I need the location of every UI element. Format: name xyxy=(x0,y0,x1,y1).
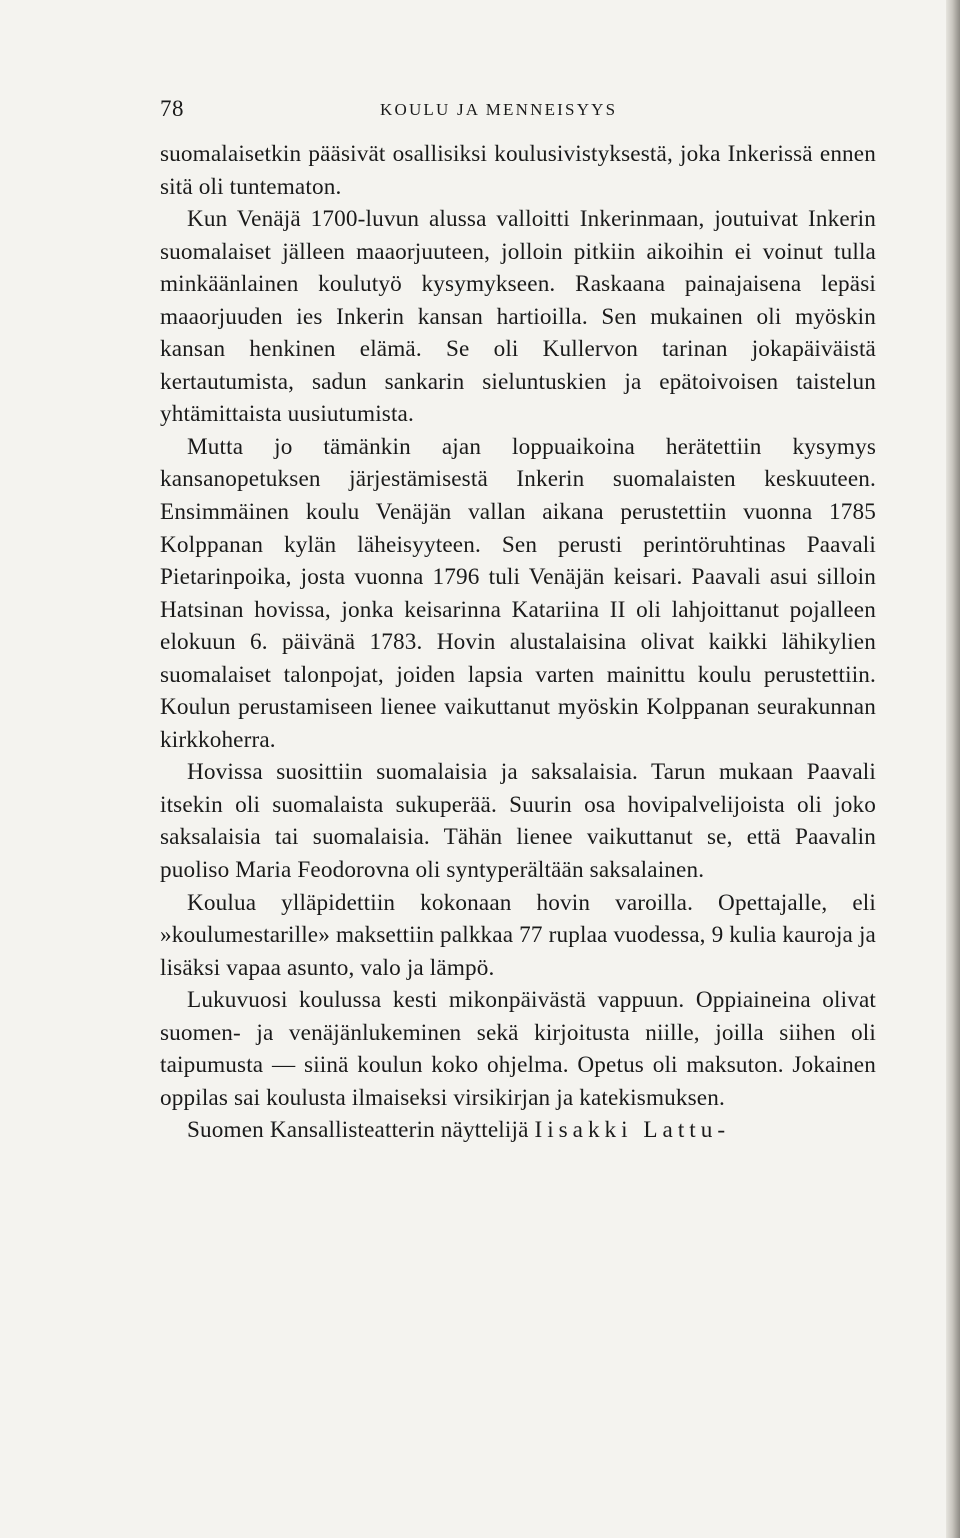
running-title: KOULU JA MENNEISYYS xyxy=(380,100,618,119)
paragraph-6: Lukuvuosi koulussa kesti mikonpäivästä vappuun. Oppiaineina olivat suomen- ja venäjänlukeminen sekä kirjoitusta niille, joilla siihen oli taipumusta — siinä koulun koko ohjelma. Opetus oli maksuton. Jokainen oppilas sai koulusta ilmaiseksi virsikirjan ja katekismuksen. xyxy=(160,987,876,1111)
page-number: 78 xyxy=(160,96,184,121)
body-text xyxy=(160,138,876,1147)
paragraph-5: Koulua ylläpidettiin kokonaan hovin varoilla. Opettajalle, eli »koulumestarille» maksettiin palkkaa 77 ruplaa vuodessa, 9 kulia kauroja ja lisäksi vapaa asunto, valo ja lämpö. xyxy=(160,889,876,981)
paragraph-3: Mutta jo tämänkin ajan loppuaikoina herätettiin kysymys kansanopetuksen järjestämisestä Inkerin suomalaisten keskuuteen. Ensimmäinen koulu Venäjän vallan aikana perustettiin vuonna 1785 Kolppanan kylän läheisyyteen. Sen perusti perintöruhtinas Paavali Pietarinpoika, josta vuonna 1796 tuli Venäjän keisari. Paavali asui silloin Hatsinan hovissa, jonka keisarinna Katariina II oli lahjoittanut pojalleen elokuun 6. päivänä 1783. Hovin alustalaisina olivat kaikki lähikylien suomalaiset talonpojat, joiden lapsia varten mainittu koulu perustettiin. Koulun perustamiseen lienee vaikuttanut myöskin Kolppanan seurakunnan kirkkoherra. xyxy=(160,433,876,753)
paragraph-2: Kun Venäjä 1700-luvun alussa valloitti Inkerinmaan, joutuivat Inkerin suomalaiset jälleen maaorjuuteen, jolloin pitkiin aikoihin ei voinut tulla minkäänlainen koulutyö kysymykseen. Raskaana painajaisena lepäsi maaorjuuden ies Inkerin kansan hartioilla. Sen mukainen oli myöskin kansan henkinen elämä. Se oli Kullervon tarinan jokapäiväistä kertautumista, sadun sankarin sieluntuskien ja epätoivoisen taistelun yhtämittaista uusiutumista. xyxy=(160,206,876,428)
paragraph-1: suomalaisetkin pääsivät osallisiksi koulusivistyksestä, joka Inkerissä ennen sitä oli tuntematon. xyxy=(160,141,876,200)
page-edge-shadow xyxy=(946,0,960,1538)
last-line-text: Suomen Kansallisteatterin näyttelijä xyxy=(187,1117,535,1144)
spaced-name: Iisakki Lattu- xyxy=(534,1117,731,1144)
page-header xyxy=(160,96,876,130)
paragraph-7 xyxy=(160,1114,876,1147)
paragraph-4: Hovissa suosittiin suomalaisia ja saksalaisia. Tarun mukaan Paavali itsekin oli suomalaista sukuperää. Suurin osa hovipalvelijoista oli joko saksalaisia tai suomalaisia. Tähän lienee vaikuttanut se, että Paavalin puoliso Maria Feodorovna oli syntyperältään saksalainen. xyxy=(160,759,876,884)
